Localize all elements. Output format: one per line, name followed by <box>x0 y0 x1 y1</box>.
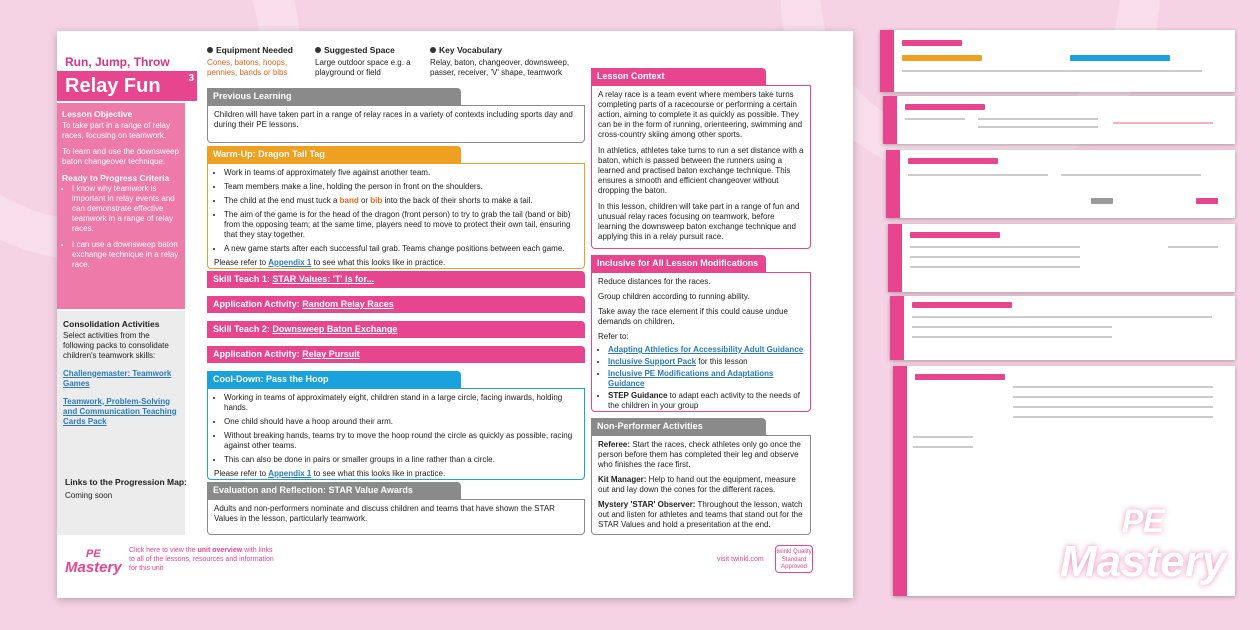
vocab-text: Relay, baton, changeover, downsweep, passer, receiver, 'V' shape, teamwork <box>430 57 570 77</box>
consolidation-heading: Consolidation Activities <box>63 319 160 329</box>
inclusive-text: Reduce distances for the races. <box>598 277 711 286</box>
application-1-link[interactable]: Random Relay Races <box>302 299 394 309</box>
space-text: Large outdoor space e.g. a playground or field <box>315 57 411 77</box>
cooldown-item: • Without breaking hands, teams try to move the hoop round the circle as quickly as possible, racing against other teams. <box>224 431 578 451</box>
criteria-item: • I can use a downsweep baton exchange technique in a relay race. <box>72 240 180 270</box>
evaluation-text: Adults and non-performers nominate and discuss children and teams that have shown the STAR Values in the lesson, particularly teamwork. <box>214 504 555 523</box>
bullet-icon <box>315 47 321 53</box>
lesson-title-text: Relay Fun <box>65 75 161 97</box>
warmup-item: • A new game starts after each successful tail grab. Teams change positions between each game. <box>224 244 578 254</box>
lesson-number: 3 <box>188 73 194 84</box>
space-info <box>315 45 425 78</box>
non-performer-header: Non-Performer Activities <box>591 418 766 435</box>
context-text: A relay race is a team event where members take turns completing parts of a racecourse or performing a certain action, aiming to complete it as quickly as possible. They can be in the form of running, orienteering, swimming and cross-country skiing among other sports. <box>598 90 803 139</box>
unit-overview-link[interactable]: unit overview <box>197 547 243 554</box>
inclusive-box <box>591 272 811 412</box>
criteria-item: • I know why teamwork is important in relay events and can demonstrate effective teamwork in a range of relay races. <box>72 184 180 234</box>
cooldown-header: Cool-Down: Pass the Hoop <box>207 371 461 388</box>
ready-criteria-heading: Ready to Progress Criteria <box>62 172 170 183</box>
lesson-plan-page <box>57 31 853 598</box>
lesson-context-header: Lesson Context <box>591 68 766 85</box>
non-performer-text: Mystery 'STAR' Observer: Throughout the lesson, watch out and listen for athletes and teams that stand out for the STAR Values and hold a presentation at the end. <box>598 500 803 529</box>
non-performer-box <box>591 435 811 535</box>
evaluation-box <box>207 499 585 535</box>
unit-subtitle: Run, Jump, Throw <box>65 55 170 69</box>
non-performer-text: Referee: Start the races, check athletes only go once the person before them has completed their leg and observe who finishes the race first. <box>598 440 801 469</box>
thumbnail-page <box>888 224 1235 292</box>
vocab-heading: Key Vocabulary <box>439 45 503 55</box>
consolidation-panel <box>57 311 185 535</box>
thumbnail-page <box>880 30 1235 92</box>
inclusive-link[interactable]: Inclusive PE Modifications and Adaptations Guidance <box>608 369 774 388</box>
context-text: In athletics, athletes take turns to run a set distance with a baton, which is passed between the runners using a learned and practised baton exchange technique. This ensures a smooth and efficient changeover without dropping the baton. <box>598 146 804 195</box>
lesson-objective-text: To learn and use the downsweep baton changeover technique. <box>62 146 179 166</box>
cooldown-item: • One child should have a hoop around their arm. <box>224 417 578 427</box>
context-text: In this lesson, children will take part in a range of fun and unusual relay races focusing on teamwork, before learning the downsweep baton exchange technique and applying this in a relay pursuit race. <box>598 202 800 241</box>
appendix-note: Please refer to Appendix 1 to see what this looks like in practice. <box>214 258 446 267</box>
progression-map <box>65 477 187 501</box>
appendix-link[interactable]: Appendix 1 <box>268 258 312 267</box>
vocab-info <box>430 45 580 78</box>
application-2-link[interactable]: Relay Pursuit <box>302 349 360 359</box>
progression-text: Coming soon <box>65 490 113 500</box>
visit-link[interactable]: visit twinkl.com <box>717 556 764 563</box>
lesson-objective-text: To take part in a range of relay races, focusing on teamwork. <box>62 120 171 140</box>
equipment-info <box>207 45 309 78</box>
quality-badge: twinkl Quality Standard Approved <box>775 545 813 573</box>
lesson-objective-heading: Lesson Objective <box>62 109 133 119</box>
footer-logo-mastery: Mastery <box>65 559 122 576</box>
footer-logo-pe: PE <box>86 548 101 560</box>
footer-logo <box>65 549 122 575</box>
previous-learning-text: Children will have taken part in a range of relay races in a variety of contexts including sports day and during their PE lessons. <box>214 110 573 129</box>
cooldown-item: • Working in teams of approximately eight, children stand in a large circle, facing inwards, holding hands. <box>224 393 578 413</box>
warmup-item: • Work in teams of approximately five against another team. <box>224 168 578 178</box>
progression-heading: Links to the Progression Map: <box>65 477 187 487</box>
equipment-heading: Equipment Needed <box>216 45 293 55</box>
thumbnail-page <box>890 296 1235 360</box>
inclusive-link-item <box>608 369 804 389</box>
application-2-header[interactable]: Application Activity: Relay Pursuit <box>207 346 585 363</box>
appendix-note: Please refer to Appendix 1 to see what this looks like in practice. <box>214 469 446 478</box>
bullet-icon <box>430 47 436 53</box>
skill-teach-2-header[interactable]: Skill Teach 2: Downsweep Baton Exchange <box>207 321 585 338</box>
warmup-header: Warm-Up: Dragon Tail Tag <box>207 146 461 163</box>
bullet-icon <box>207 47 213 53</box>
cooldown-item: • This can also be done in pairs or smaller groups in a line rather than a circle. <box>224 455 578 465</box>
equipment-text: Cones, batons, hoops, pennies, bands or bibs <box>207 57 288 77</box>
inclusive-text: Take away the race element if this could cause undue demands on children. <box>598 307 788 326</box>
footer-unit-note: Click here to view the unit overview with links to all of the lessons, resources and information for this unit <box>129 547 274 572</box>
skill-teach-2-link[interactable]: Downsweep Baton Exchange <box>272 324 398 334</box>
warmup-item: • The child at the end must tuck a band or bib into the back of their shorts to make a tail. <box>224 196 578 206</box>
consolidation-text: Select activities from the following packs to consolidate children's teamwork skills: <box>63 330 169 360</box>
thumbnail-page <box>883 96 1235 144</box>
inclusive-link-item: • STEP Guidance to adapt each activity to the needs of the children in your group <box>608 391 804 411</box>
consolidation-link[interactable]: Teamwork, Problem-Solving and Communication Teaching Cards Pack <box>63 396 177 426</box>
warmup-box <box>207 163 585 269</box>
consolidation-link[interactable]: Challengemaster: Teamwork Games <box>63 368 172 388</box>
logo-pe-text: PE <box>1121 503 1165 539</box>
appendix-link[interactable]: Appendix 1 <box>268 469 312 478</box>
inclusive-header: Inclusive for All Lesson Modifications <box>591 255 766 272</box>
inclusive-link-item: • Inclusive Support Pack for this lesson <box>608 357 804 367</box>
objectives-panel <box>57 103 185 309</box>
non-performer-text: Kit Manager: Help to hand out the equipment, measure out and lay down the cones for the different races. <box>598 475 796 494</box>
inclusive-text: Refer to: <box>598 332 629 341</box>
space-heading: Suggested Space <box>324 45 395 55</box>
previous-learning-header: Previous Learning <box>207 88 461 105</box>
skill-teach-1-header[interactable]: Skill Teach 1: STAR Values: 'T' is for... <box>207 271 585 288</box>
warmup-item: • Team members make a line, holding the person in front on the shoulders. <box>224 182 578 192</box>
logo-mastery-text: Mastery <box>1060 537 1227 586</box>
lesson-context-box <box>591 85 811 249</box>
inclusive-link[interactable]: Adapting Athletics for Accessibility Adult Guidance <box>608 345 804 354</box>
cooldown-box <box>207 388 585 480</box>
lesson-title <box>57 71 197 101</box>
left-column <box>57 31 197 598</box>
inclusive-text: Group children according to running ability. <box>598 292 750 301</box>
previous-learning-box <box>207 105 585 143</box>
application-1-header[interactable]: Application Activity: Random Relay Races <box>207 296 585 313</box>
thumbnail-page <box>886 150 1235 218</box>
warmup-item: • The aim of the game is for the head of the dragon (front person) to try to grab the tail (band or bib) from the opposing team; at the same time, players need to move to protect their own tail, ensuring that they stay together. <box>224 210 578 240</box>
inclusive-link[interactable]: Inclusive Support Pack <box>608 357 697 366</box>
skill-teach-1-link[interactable]: STAR Values: 'T' is for... <box>272 274 374 284</box>
inclusive-link-item <box>608 345 804 355</box>
pe-mastery-logo <box>1060 505 1226 584</box>
evaluation-header: Evaluation and Reflection: STAR Value Awards <box>207 482 461 499</box>
